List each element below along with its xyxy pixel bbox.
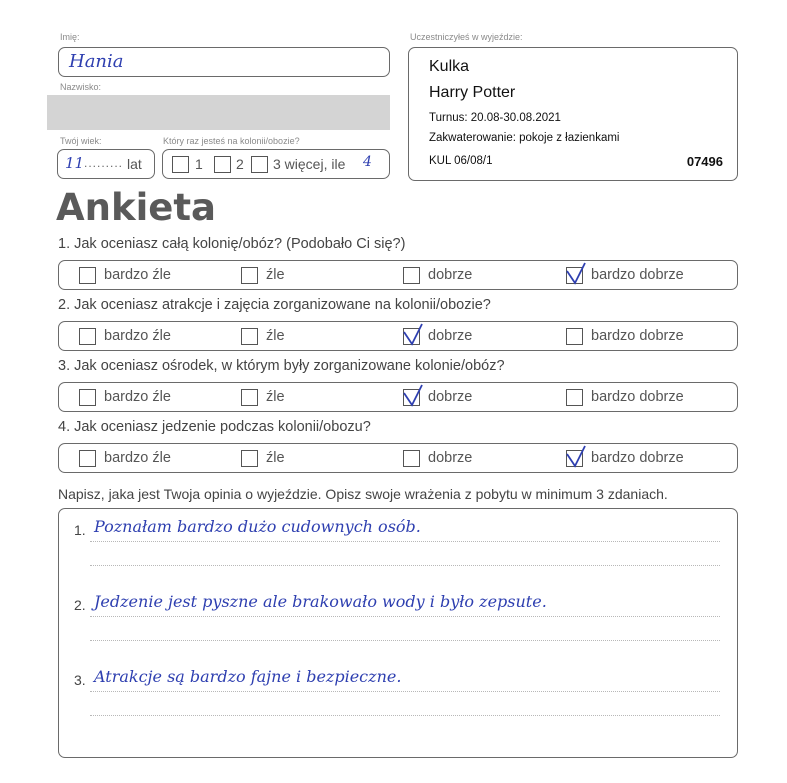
- trip-number: 07496: [686, 154, 723, 169]
- age-dots: .........: [84, 156, 124, 170]
- opinion-number-2: 2.: [74, 597, 86, 613]
- name-label: Imię:: [60, 32, 80, 42]
- check-mark-icon: [402, 384, 424, 408]
- q2-option-label: bardzo dobrze: [591, 328, 684, 344]
- surname-label: Nazwisko:: [60, 82, 102, 92]
- trip-code: KUL 06/08/1: [429, 155, 493, 167]
- q1-option-label: bardzo źle: [104, 267, 171, 283]
- q3-option-label: bardzo źle: [104, 389, 171, 405]
- q2-checkbox-2[interactable]: [241, 328, 258, 345]
- q4-option-label: dobrze: [428, 450, 473, 466]
- q4-option-label: źle: [266, 450, 285, 466]
- q2-checkbox-3[interactable]: [403, 328, 420, 345]
- q2-option-label: dobrze: [428, 328, 473, 344]
- opinion-text-3: Atrakcje są bardzo fajne i bezpieczne.: [94, 667, 402, 686]
- q4-option-label: bardzo dobrze: [591, 450, 684, 466]
- check-mark-icon: [565, 262, 587, 286]
- times-opt-1: 1: [195, 156, 203, 172]
- q3-option-label: dobrze: [428, 389, 473, 405]
- q3-option-label: źle: [266, 389, 285, 405]
- question-3-text: 3. Jak oceniasz ośrodek, w którym były zorganizowane kolonie/obóz?: [58, 358, 505, 374]
- writing-line: [90, 640, 720, 641]
- q4-checkbox-4[interactable]: [566, 450, 583, 467]
- q2-option-label: bardzo źle: [104, 328, 171, 344]
- writing-line: [90, 541, 720, 542]
- age-field[interactable]: [57, 149, 155, 179]
- q3-option-label: bardzo dobrze: [591, 389, 684, 405]
- opinion-box[interactable]: [58, 508, 738, 758]
- q3-checkbox-1[interactable]: [79, 389, 96, 406]
- question-1-options: [58, 260, 738, 290]
- q4-checkbox-3[interactable]: [403, 450, 420, 467]
- times-checkbox-2[interactable]: [214, 156, 231, 173]
- writing-line: [90, 691, 720, 692]
- question-2-text: 2. Jak oceniasz atrakcje i zajęcia zorganizowane na kolonii/obozie?: [58, 297, 491, 313]
- opinion-number-1: 1.: [74, 522, 86, 538]
- name-value: Hania: [69, 51, 124, 72]
- question-1-text: 1. Jak oceniasz całą kolonię/obóz? (Podobało Ci się?): [58, 236, 406, 252]
- q1-checkbox-2[interactable]: [241, 267, 258, 284]
- q2-checkbox-4[interactable]: [566, 328, 583, 345]
- times-field: [162, 149, 390, 179]
- trip-info-box: [408, 47, 738, 181]
- age-value: 11: [65, 154, 85, 172]
- question-2-options: [58, 321, 738, 351]
- q1-option-label: bardzo dobrze: [591, 267, 684, 283]
- age-label: Twój wiek:: [60, 136, 102, 146]
- name-field[interactable]: [58, 47, 390, 77]
- surname-redaction: [47, 95, 390, 130]
- opinion-text-2: Jedzenie jest pyszne ale brakowało wody i było zepsute.: [94, 592, 547, 611]
- q1-checkbox-1[interactable]: [79, 267, 96, 284]
- q4-checkbox-1[interactable]: [79, 450, 96, 467]
- times-opt-3: 3 więcej, ile: [273, 156, 346, 172]
- times-opt-2: 2: [236, 156, 244, 172]
- question-4-options: [58, 443, 738, 473]
- trip-theme: Harry Potter: [429, 84, 516, 101]
- q1-option-label: źle: [266, 267, 285, 283]
- trip-place: Kulka: [429, 58, 470, 75]
- q3-checkbox-2[interactable]: [241, 389, 258, 406]
- q1-checkbox-4[interactable]: [566, 267, 583, 284]
- opinion-text-1: Poznałam bardzo dużo cudownych osób.: [94, 517, 421, 536]
- opinion-number-3: 3.: [74, 672, 86, 688]
- trip-accommodation: Zakwaterowanie: pokoje z łazienkami: [429, 132, 620, 144]
- times-label: Który raz jesteś na kolonii/obozie?: [163, 136, 300, 146]
- age-unit: lat: [127, 156, 142, 172]
- q2-option-label: źle: [266, 328, 285, 344]
- check-mark-icon: [565, 445, 587, 469]
- q2-checkbox-1[interactable]: [79, 328, 96, 345]
- q1-option-label: dobrze: [428, 267, 473, 283]
- writing-line: [90, 616, 720, 617]
- trip-turnus: Turnus: 20.08-30.08.2021: [429, 112, 561, 124]
- question-4-text: 4. Jak oceniasz jedzenie podczas kolonii/obozu?: [58, 419, 371, 435]
- times-checkbox-1[interactable]: [172, 156, 189, 173]
- q1-checkbox-3[interactable]: [403, 267, 420, 284]
- question-3-options: [58, 382, 738, 412]
- survey-title: Ankieta: [56, 186, 217, 229]
- q4-option-label: bardzo źle: [104, 450, 171, 466]
- q3-checkbox-3[interactable]: [403, 389, 420, 406]
- writing-line: [90, 715, 720, 716]
- trip-label: Uczestniczyłeś w wyjeździe:: [410, 32, 523, 42]
- q3-checkbox-4[interactable]: [566, 389, 583, 406]
- times-value: 4: [363, 154, 372, 170]
- times-checkbox-3[interactable]: [251, 156, 268, 173]
- writing-line: [90, 565, 720, 566]
- opinion-prompt: Napisz, jaka jest Twoja opinia o wyjeździe. Opisz swoje wrażenia z pobytu w minimum 3 zdaniach.: [58, 486, 668, 502]
- check-mark-icon: [402, 323, 424, 347]
- q4-checkbox-2[interactable]: [241, 450, 258, 467]
